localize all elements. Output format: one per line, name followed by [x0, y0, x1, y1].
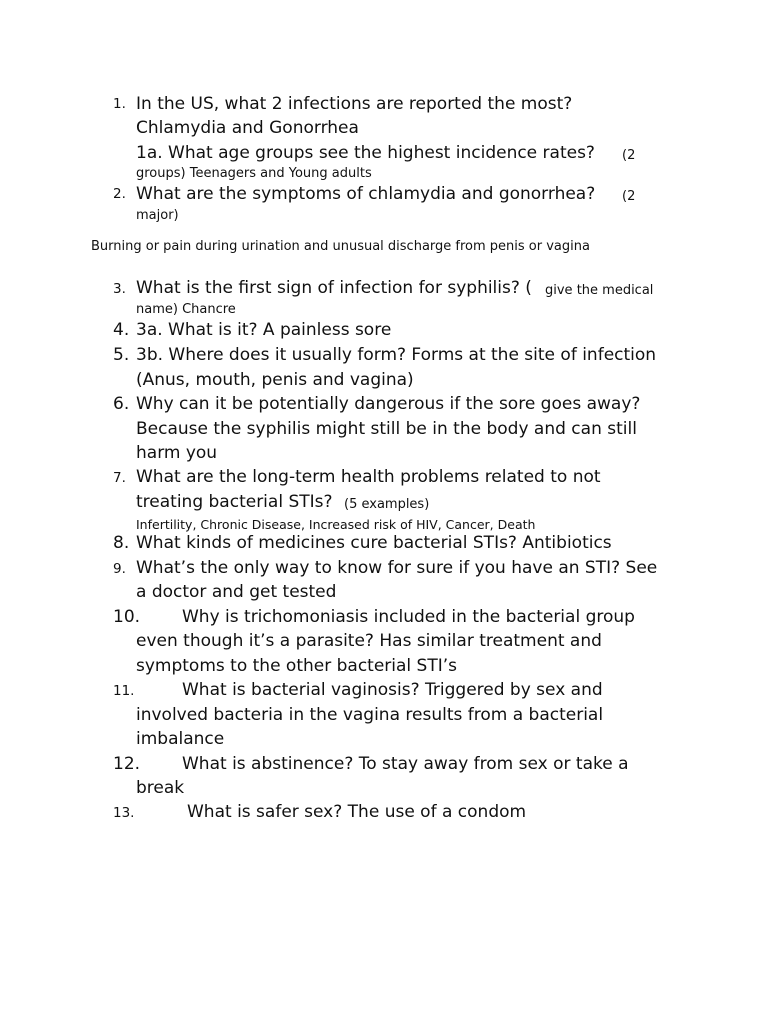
item-number: 12.	[113, 754, 141, 774]
item-number: 13.	[113, 805, 135, 821]
item-number: 1.	[113, 96, 126, 112]
question-text: 3b. Where does it usually form? Forms at the site of infection	[136, 345, 657, 365]
question-text: What are the long-term health problems related to not	[136, 467, 601, 487]
answer-paragraph: Burning or pain during urination and unusual discharge from penis or vagina	[91, 239, 590, 254]
question-text: In the US, what 2 infections are reported the most?	[136, 94, 573, 114]
answer-text: a doctor and get tested	[136, 582, 337, 602]
answer-text: harm you	[136, 443, 218, 463]
item-number: 7.	[113, 470, 126, 486]
question-text: What are the symptoms of chlamydia and gonorrhea?	[136, 184, 596, 204]
question-text: What kinds of medicines cure bacterial STIs? Antibiotics	[136, 533, 612, 553]
note-answer: groups) Teenagers and Young adults	[136, 166, 372, 181]
item-number: 5.	[113, 345, 130, 365]
question-text: What is the first sign of infection for syphilis? (	[136, 278, 532, 298]
answer-text: name) Chancre	[136, 302, 236, 317]
item-number: 6.	[113, 394, 130, 414]
answer-text: involved bacteria in the vagina results from a bacterial	[136, 705, 604, 725]
question-text: treating bacterial STIs?	[136, 492, 333, 512]
note-inline: (2	[622, 148, 636, 163]
question-text: even though it’s a parasite? Has similar treatment and	[136, 631, 602, 651]
item-number: 4.	[113, 320, 130, 340]
note-inline: (5 examples)	[344, 497, 430, 512]
question-text: Why can it be potentially dangerous if the sore goes away?	[136, 394, 641, 414]
item-number: 10.	[113, 607, 141, 627]
question-text: 3a. What is it? A painless sore	[136, 320, 392, 340]
item-number: 8.	[113, 533, 130, 553]
item-number: 2.	[113, 186, 126, 202]
question-text: Why is trichomoniasis included in the bacterial group	[182, 607, 635, 627]
answer-text: symptoms to the other bacterial STI’s	[136, 656, 458, 676]
note-inline: give the medical	[545, 283, 654, 298]
question-text: What is abstinence? To stay away from sex or take a	[182, 754, 629, 774]
note-text: major)	[136, 208, 179, 223]
question-text: 1a. What age groups see the highest incidence rates?	[136, 143, 595, 163]
item-number: 9.	[113, 561, 126, 577]
answer-text: (Anus, mouth, penis and vagina)	[136, 370, 414, 390]
answer-text: Infertility, Chronic Disease, Increased risk of HIV, Cancer, Death	[136, 517, 536, 532]
question-text: What is bacterial vaginosis? Triggered by sex and	[182, 680, 603, 700]
item-number: 3.	[113, 281, 126, 297]
item-number: 11.	[113, 683, 135, 699]
note-inline: (2	[622, 189, 636, 204]
answer-text: Chlamydia and Gonorrhea	[136, 118, 359, 138]
question-text: What is safer sex? The use of a condom	[187, 802, 527, 822]
answer-text: imbalance	[136, 729, 225, 749]
question-text: What’s the only way to know for sure if you have an STI? See	[136, 558, 658, 578]
answer-text: break	[136, 778, 185, 798]
answer-text: Because the syphilis might still be in the body and can still	[136, 419, 637, 439]
